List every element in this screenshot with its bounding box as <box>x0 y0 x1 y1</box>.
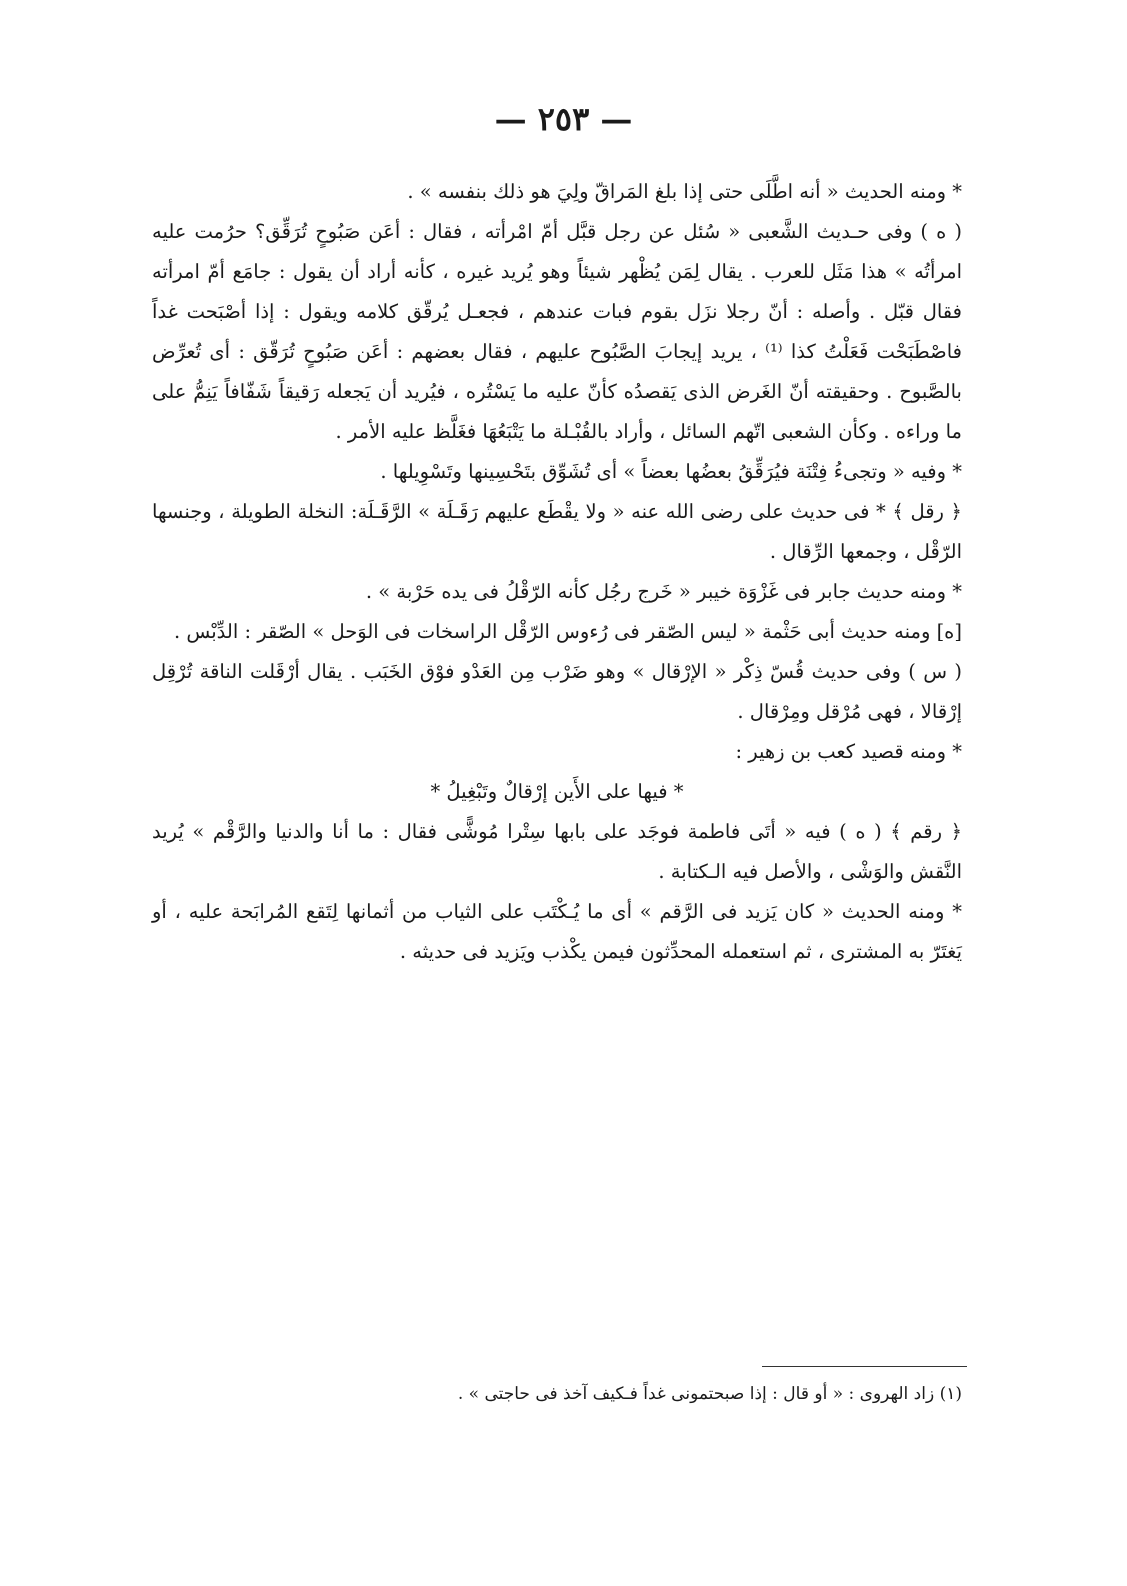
paragraph-3: * وفيه « وتجىءُ فِتْنَة فيُرَقِّقُ بعضُها بعضاً » أى تُشَوِّق بتَحْسِينها وتَسْوِيلها . <box>380 460 962 483</box>
paragraph-5: * ومنه حديث جابر فى غَزْوَة خيبر « خَرج رجُل كأنه الرّقْلُ فى يده حَرْبة » . <box>365 580 962 603</box>
verse-line: * فيها على الأَين إرْقالٌ وتَبْغِيلُ * <box>430 780 684 803</box>
paragraph-6: [ه] ومنه حديث أبى حَثْمة « ليس الصّقر فى رُءوس الرّقْل الراسخات فى الوَحل » الصّقر : الدِّبْس . <box>174 620 962 643</box>
page-number: — ٢٥٣ — <box>494 100 633 138</box>
footnote-divider <box>762 1366 967 1367</box>
footnote: (١) زاد الهروى : « أو قال : إذا صبحتمونى غداً فـكيف آخذ فى حاجتى » . <box>457 1384 962 1404</box>
body-text <box>152 172 962 972</box>
paragraph-8: * ومنه قصيد كعب بن زهير : <box>735 740 962 763</box>
paragraph-4: ﴿ رقل ﴾ * فى حديث على رضى الله عنه « ولا يقْطَع عليهم رَقَـلَة » الرَّقَـلَة: النخلة الطويلة ، وجنسها الرّقْل ، وجمعها الرِّقال . <box>152 500 962 563</box>
paragraph-11: * ومنه الحديث « كان يَزيد فى الرَّقم » أى ما يُـكْتَب على الثياب من أثمانها لِتَقع المُرابَحة عليه ، أو يَغتَرّ به المشترى ، ثم استعمله المحدِّثون فيمن يكْذب ويَزيد فى حديثه . <box>152 900 962 963</box>
paragraph-7: ( س ) وفى حديث قُسّ ذِكْر « الإرْقال » وهو ضَرْب مِن العَدْو فوْق الخَبَب . يقال أرْقَلت الناقة تُرْقِل إرْقالا ، فهى مُرْقل ومِرْقال . <box>152 660 962 723</box>
paragraph-2: ( ه ) وفى حـديث الشَّعبى « سُئل عن رجل قبَّل أمّ امْرأته ، فقال : أعَن صَبُوحٍ تُرَقِّق؟ حرُمت عليه امرأتُه » هذا مَثَل للعرب . يقال لِمَن يُظْهر شيئاً وهو يُريد غيره ، كأنه أراد أن يقول : جامَع أمّ امرأته فقال قبّل . وأصله : أنّ رجلا نزَل بقوم فبات عندهم ، فجعـل يُرقّق كلامه ويقول : إذا أصْبَحت غداً فاصْطَبَحْت فَعَلْتُ كذا ⁽¹⁾ ، يريد إيجابَ الصَّبُوح عليهم ، فقال بعضهم : أعَن صَبُوحٍ تُرَقّق : أى تُعرِّض بالصَّبوح . وحقيقته أنّ الغَرض الذى يَقصدُه كأنّ عليه ما يَسْتُره ، فيُريد أن يَجعله رَقيقاً شَفّافاً يَنِمُّ على ما وراءه . وكأن الشعبى اتّهم السائل ، وأراد بالقُبْـلة ما يَتْبَعُهَا فغَلَّظ عليه الأمر . <box>152 220 962 443</box>
paragraph-1: * ومنه الحديث « أنه اطَّلَى حتى إذا بلغ المَراقّ ولِيَ هو ذلك بنفسه » . <box>407 180 962 203</box>
paragraph-10: ﴿ رقم ﴾ ( ه ) فيه « أتَى فاطمة فوجَد على بابها سِتْرا مُوشًّى فقال : ما أنا والدنيا والرَّقْم » يُريد النَّقش والوَشْى ، والأصل فيه الـكتابة . <box>152 820 962 883</box>
